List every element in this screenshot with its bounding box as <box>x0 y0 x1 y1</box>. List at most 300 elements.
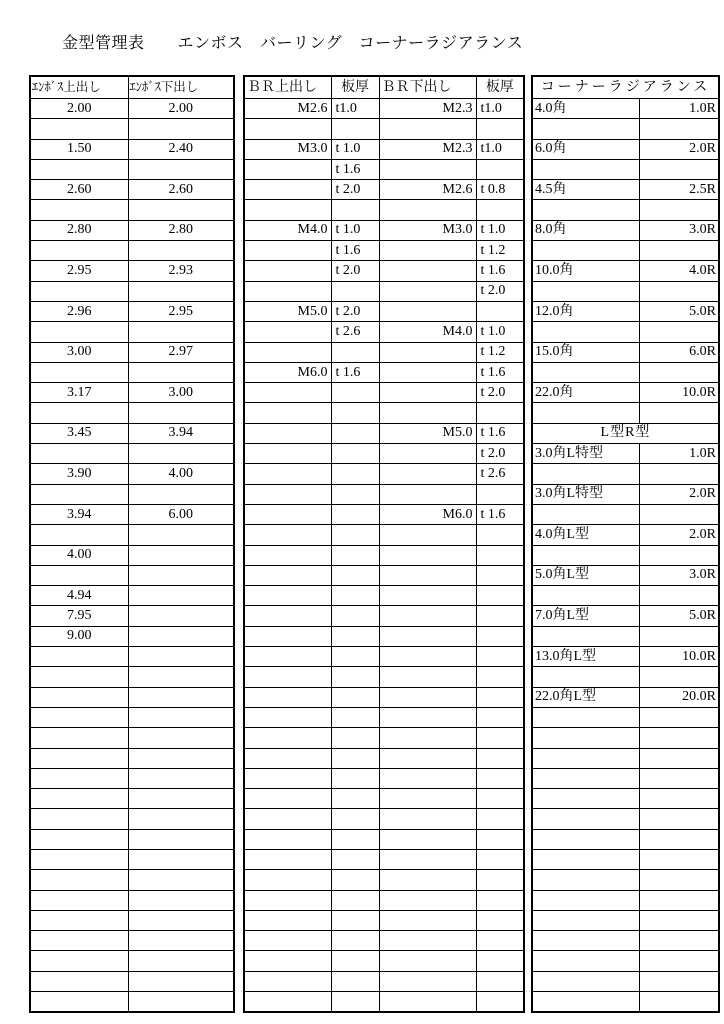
table-cell <box>379 281 476 301</box>
table-cell <box>128 971 234 991</box>
table-row <box>30 707 234 727</box>
table-cell: 4.5角 <box>532 180 639 200</box>
column-header-thickness-2: 板厚 <box>476 76 524 99</box>
table-row <box>532 261 719 281</box>
table-cell <box>128 951 234 971</box>
table-cell: 22.0角 <box>532 383 639 403</box>
table-cell <box>331 667 379 687</box>
table-cell: 4.0R <box>639 261 719 281</box>
table-cell: M3.0 <box>379 220 476 240</box>
table-cell: M3.0 <box>244 139 331 159</box>
table-cell <box>379 362 476 382</box>
table-cell: t1.0 <box>476 99 524 119</box>
table-cell <box>639 728 719 748</box>
table-cell <box>331 748 379 768</box>
table-cell <box>128 586 234 606</box>
table-row <box>244 525 524 545</box>
table-cell <box>532 829 639 849</box>
table-row <box>244 281 524 301</box>
table-cell <box>244 931 331 951</box>
table-cell <box>128 728 234 748</box>
table-row <box>532 707 719 727</box>
table-cell <box>331 383 379 403</box>
table-cell <box>30 403 128 423</box>
table-cell <box>244 910 331 930</box>
table-cell <box>244 281 331 301</box>
table-cell <box>128 444 234 464</box>
table-cell <box>476 768 524 788</box>
table-cell: 4.94 <box>30 586 128 606</box>
table-cell <box>331 484 379 504</box>
table-row <box>244 322 524 342</box>
table-cell: t 2.0 <box>476 383 524 403</box>
table-cell <box>30 951 128 971</box>
header-row <box>30 76 234 99</box>
table-cell <box>379 464 476 484</box>
table-cell: t 1.2 <box>476 342 524 362</box>
table-cell <box>30 119 128 139</box>
table-cell: 3.0角L特型 <box>532 484 639 504</box>
table-cell <box>639 545 719 565</box>
table-cell <box>639 626 719 646</box>
table-cell <box>331 342 379 362</box>
table-row <box>30 992 234 1013</box>
table-cell <box>639 789 719 809</box>
column-header-corner-radius: コーナーラジアランス <box>532 76 719 99</box>
table-row <box>244 423 524 443</box>
table-cell: 2.80 <box>30 220 128 240</box>
table-row <box>30 261 234 281</box>
table-cell <box>128 910 234 930</box>
table-cell: t 2.0 <box>331 261 379 281</box>
table-cell <box>128 687 234 707</box>
table-cell <box>128 768 234 788</box>
table-row <box>244 687 524 707</box>
table-cell <box>532 890 639 910</box>
table-cell <box>476 484 524 504</box>
corner-radius-table <box>531 75 720 1013</box>
table-cell <box>639 849 719 869</box>
table-cell: M2.3 <box>379 139 476 159</box>
table-cell: 2.93 <box>128 261 234 281</box>
table-row <box>244 159 524 179</box>
table-row <box>30 545 234 565</box>
table-cell <box>331 687 379 707</box>
table-cell <box>379 241 476 261</box>
table-cell <box>331 606 379 626</box>
table-cell: 3.94 <box>128 423 234 443</box>
table-cell: M5.0 <box>244 301 331 321</box>
table-cell <box>379 565 476 585</box>
table-cell: t 1.6 <box>476 423 524 443</box>
table-cell <box>244 687 331 707</box>
table-cell <box>639 931 719 951</box>
table-cell <box>379 849 476 869</box>
table-cell <box>379 971 476 991</box>
table-cell: t 1.6 <box>331 159 379 179</box>
table-cell <box>379 261 476 281</box>
table-cell: 1.0R <box>639 99 719 119</box>
table-cell <box>476 586 524 606</box>
table-cell <box>379 829 476 849</box>
table-row <box>30 829 234 849</box>
table-row <box>532 849 719 869</box>
table-cell <box>128 849 234 869</box>
table-cell: t 1.0 <box>331 220 379 240</box>
table-cell <box>379 342 476 362</box>
sub-section-header: L型R型 <box>532 423 719 443</box>
table-cell <box>331 971 379 991</box>
table-row <box>30 180 234 200</box>
table-row <box>244 342 524 362</box>
table-row <box>30 301 234 321</box>
table-cell: 5.0R <box>639 301 719 321</box>
table-row <box>244 728 524 748</box>
table-cell <box>128 931 234 951</box>
column-header-thickness-1: 板厚 <box>331 76 379 99</box>
table-cell <box>244 586 331 606</box>
table-cell <box>331 849 379 869</box>
table-cell: 13.0角L型 <box>532 647 639 667</box>
table-row <box>30 342 234 362</box>
table-cell <box>244 890 331 910</box>
table-cell: M5.0 <box>379 423 476 443</box>
table-cell: 3.45 <box>30 423 128 443</box>
table-cell <box>532 789 639 809</box>
table-cell <box>244 971 331 991</box>
table-row <box>30 626 234 646</box>
table-cell <box>532 768 639 788</box>
table-cell: 2.80 <box>128 220 234 240</box>
table-row <box>532 241 719 261</box>
table-cell <box>244 707 331 727</box>
table-cell <box>639 281 719 301</box>
table-cell <box>244 667 331 687</box>
table-row <box>30 565 234 585</box>
column-header-br-lower: ＢＲ下出し <box>379 76 476 99</box>
table-row <box>30 647 234 667</box>
table-cell <box>244 403 331 423</box>
table-cell: 2.60 <box>30 180 128 200</box>
table-cell <box>379 301 476 321</box>
table-cell <box>476 971 524 991</box>
table-row <box>30 768 234 788</box>
table-cell <box>532 707 639 727</box>
table-row <box>532 200 719 220</box>
table-row <box>244 301 524 321</box>
table-cell <box>244 789 331 809</box>
table-row <box>244 444 524 464</box>
table-cell <box>244 504 331 524</box>
table-cell <box>331 423 379 443</box>
table-cell <box>639 159 719 179</box>
table-row <box>30 200 234 220</box>
table-cell <box>30 667 128 687</box>
table-cell <box>379 768 476 788</box>
table-cell <box>476 870 524 890</box>
table-row <box>30 870 234 890</box>
table-cell: t 2.0 <box>331 301 379 321</box>
table-row <box>30 484 234 504</box>
table-cell <box>379 647 476 667</box>
table-cell: t 1.6 <box>476 362 524 382</box>
table-cell <box>379 484 476 504</box>
table-cell <box>331 281 379 301</box>
table-cell: M6.0 <box>244 362 331 382</box>
table-cell <box>30 565 128 585</box>
table-cell <box>379 606 476 626</box>
table-cell: 3.90 <box>30 464 128 484</box>
table-row <box>244 180 524 200</box>
table-cell <box>379 200 476 220</box>
table-cell: 1.0R <box>639 444 719 464</box>
table-cell <box>244 261 331 281</box>
table-cell: 2.40 <box>128 139 234 159</box>
table-row <box>244 992 524 1013</box>
table-cell <box>128 484 234 504</box>
table-cell <box>476 667 524 687</box>
table-row <box>532 687 719 707</box>
table-row <box>30 464 234 484</box>
table-cell <box>244 200 331 220</box>
table-cell <box>532 728 639 748</box>
table-cell <box>30 890 128 910</box>
table-cell: 1.50 <box>30 139 128 159</box>
table-row <box>30 849 234 869</box>
table-cell: 2.96 <box>30 301 128 321</box>
column-header-emboss-lower: ｴﾝﾎﾞｽ下出し <box>128 76 234 99</box>
table-cell <box>532 931 639 951</box>
table-cell: t 2.0 <box>476 281 524 301</box>
table-cell <box>476 931 524 951</box>
table-cell <box>476 707 524 727</box>
table-row <box>30 241 234 261</box>
table-row <box>30 687 234 707</box>
table-cell <box>30 281 128 301</box>
table-cell <box>331 403 379 423</box>
table-cell <box>379 687 476 707</box>
table-cell <box>244 464 331 484</box>
table-cell: M2.3 <box>379 99 476 119</box>
table-cell <box>639 951 719 971</box>
table-cell <box>331 789 379 809</box>
table-cell <box>128 647 234 667</box>
table-row <box>532 423 719 443</box>
table-cell: 2.95 <box>30 261 128 281</box>
table-cell <box>379 383 476 403</box>
table-cell: 9.00 <box>30 626 128 646</box>
table-cell: 20.0R <box>639 687 719 707</box>
table-cell <box>476 565 524 585</box>
table-row <box>532 464 719 484</box>
table-row <box>532 606 719 626</box>
table-cell: 12.0角 <box>532 301 639 321</box>
table-cell <box>331 525 379 545</box>
table-row <box>30 504 234 524</box>
table-row <box>532 768 719 788</box>
table-row <box>30 890 234 910</box>
table-cell <box>379 545 476 565</box>
table-row <box>244 139 524 159</box>
table-cell <box>244 383 331 403</box>
table-row <box>244 849 524 869</box>
table-cell <box>244 992 331 1013</box>
table-cell <box>331 545 379 565</box>
table-cell <box>379 667 476 687</box>
table-row <box>532 789 719 809</box>
table-cell <box>532 362 639 382</box>
table-row <box>532 362 719 382</box>
table-row <box>532 504 719 524</box>
table-cell: 10.0R <box>639 383 719 403</box>
table-row <box>30 383 234 403</box>
table-cell <box>331 951 379 971</box>
table-cell <box>244 525 331 545</box>
table-cell: t 1.2 <box>476 241 524 261</box>
table-cell <box>331 992 379 1013</box>
header-row <box>244 76 524 99</box>
table-cell <box>244 159 331 179</box>
table-cell <box>30 687 128 707</box>
table-cell <box>379 444 476 464</box>
table-cell <box>128 606 234 626</box>
table-cell <box>30 992 128 1013</box>
table-cell <box>244 626 331 646</box>
table-row <box>244 870 524 890</box>
table-cell <box>30 647 128 667</box>
table-row <box>532 870 719 890</box>
table-cell <box>30 768 128 788</box>
table-cell <box>30 707 128 727</box>
table-row <box>30 99 234 119</box>
table-cell <box>244 728 331 748</box>
table-cell: 5.0R <box>639 606 719 626</box>
table-cell <box>532 626 639 646</box>
table-cell <box>244 870 331 890</box>
table-cell <box>244 241 331 261</box>
table-row <box>532 342 719 362</box>
table-row <box>30 281 234 301</box>
table-cell <box>128 119 234 139</box>
table-cell <box>128 322 234 342</box>
table-cell <box>532 322 639 342</box>
table-cell <box>476 910 524 930</box>
table-row <box>30 789 234 809</box>
table-cell <box>244 545 331 565</box>
table-cell <box>30 241 128 261</box>
table-cell <box>532 159 639 179</box>
table-row <box>30 931 234 951</box>
table-row <box>244 606 524 626</box>
table-cell <box>639 910 719 930</box>
table-cell <box>128 403 234 423</box>
table-cell <box>30 789 128 809</box>
table-row <box>532 951 719 971</box>
table-cell: 3.0角L特型 <box>532 444 639 464</box>
table-cell: 3.00 <box>30 342 128 362</box>
table-cell <box>30 870 128 890</box>
table-cell: 4.00 <box>128 464 234 484</box>
document-title: 金型管理表 エンボス バーリング コーナーラジアランス <box>62 35 524 52</box>
table-cell <box>128 159 234 179</box>
table-row <box>532 890 719 910</box>
table-cell <box>128 667 234 687</box>
table-row <box>244 586 524 606</box>
table-cell <box>128 890 234 910</box>
table-cell <box>639 200 719 220</box>
table-cell <box>379 890 476 910</box>
table-row <box>244 626 524 646</box>
table-cell <box>128 241 234 261</box>
table-row <box>244 707 524 727</box>
table-row <box>244 667 524 687</box>
table-cell <box>639 119 719 139</box>
table-cell <box>639 870 719 890</box>
table-cell <box>30 809 128 829</box>
table-cell <box>244 484 331 504</box>
table-cell: 2.0R <box>639 525 719 545</box>
column-header-emboss-upper: ｴﾝﾎﾞｽ上出し <box>30 76 128 99</box>
table-row <box>30 606 234 626</box>
table-row <box>532 626 719 646</box>
table-cell <box>331 444 379 464</box>
table-cell <box>30 200 128 220</box>
table-cell: 10.0R <box>639 647 719 667</box>
table-cell <box>532 910 639 930</box>
table-cell <box>639 890 719 910</box>
table-cell: 6.0角 <box>532 139 639 159</box>
table-cell: 3.00 <box>128 383 234 403</box>
table-cell <box>476 687 524 707</box>
table-cell <box>532 951 639 971</box>
table-cell <box>476 728 524 748</box>
table-cell <box>532 971 639 991</box>
table-row <box>244 403 524 423</box>
table-cell: t 0.8 <box>476 180 524 200</box>
table-row <box>532 728 719 748</box>
table-row <box>30 728 234 748</box>
table-cell <box>379 707 476 727</box>
table-cell <box>331 809 379 829</box>
table-cell <box>30 362 128 382</box>
table-row <box>532 301 719 321</box>
table-row <box>244 890 524 910</box>
table-row <box>532 992 719 1013</box>
table-cell: t 1.6 <box>476 504 524 524</box>
table-cell <box>639 667 719 687</box>
table-cell <box>532 281 639 301</box>
table-row <box>244 748 524 768</box>
table-cell <box>379 728 476 748</box>
table-cell: 3.0R <box>639 565 719 585</box>
table-row <box>30 139 234 159</box>
table-row <box>30 748 234 768</box>
table-cell <box>476 525 524 545</box>
table-cell <box>128 748 234 768</box>
table-row <box>532 809 719 829</box>
table-cell <box>30 525 128 545</box>
table-cell <box>128 525 234 545</box>
table-row <box>532 444 719 464</box>
table-cell <box>532 545 639 565</box>
emboss-table <box>29 75 235 1013</box>
table-cell <box>532 992 639 1013</box>
table-cell <box>532 464 639 484</box>
header-row <box>532 76 719 99</box>
table-row <box>30 444 234 464</box>
table-row <box>532 383 719 403</box>
table-cell <box>244 423 331 443</box>
